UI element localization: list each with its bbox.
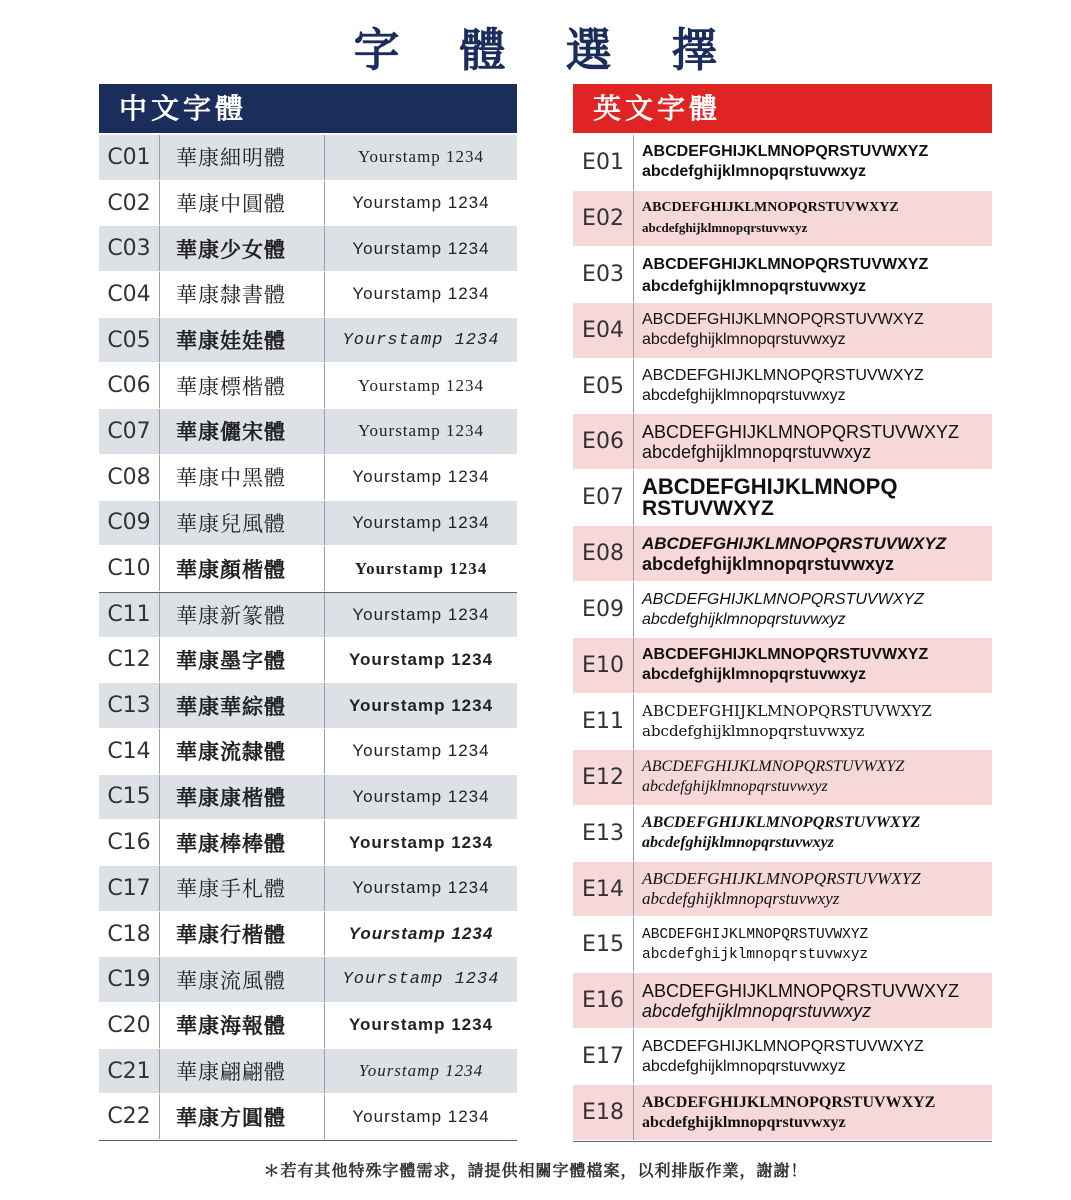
font-name: 華康細明體 <box>160 135 325 180</box>
font-code: E10 <box>573 638 634 693</box>
uppercase-sample: ABCDEFGHIJKLMNOPQRSTUVWXYZ <box>642 590 924 608</box>
font-code: C10 <box>99 546 160 591</box>
font-code: E02 <box>573 191 634 246</box>
table-row[interactable] <box>99 546 517 592</box>
table-row[interactable] <box>573 1029 992 1085</box>
table-row[interactable] <box>573 135 992 191</box>
font-code: E14 <box>573 862 634 917</box>
table-row[interactable] <box>99 683 517 729</box>
table-row[interactable] <box>573 862 992 918</box>
lowercase-sample: abcdefghijklmnopqrstuvwxyz <box>642 553 895 574</box>
font-name: 華康中黑體 <box>160 455 325 500</box>
font-sample: Yourstamp 1234 <box>358 1061 484 1081</box>
font-sample: Yourstamp 1234 <box>352 604 490 624</box>
font-code: C03 <box>99 226 160 271</box>
font-code: E12 <box>573 750 634 805</box>
table-row[interactable] <box>99 501 517 547</box>
lowercase-sample: abcdefghijklmnopqrstuvwxyz <box>642 834 835 852</box>
uppercase-sample: ABCDEFGHIJKLMNOPQRSTUVWXYZ <box>642 869 921 889</box>
table-row[interactable] <box>573 191 992 247</box>
font-code: E17 <box>573 1029 634 1084</box>
table-row[interactable] <box>99 181 517 227</box>
font-code: E06 <box>573 414 634 469</box>
uppercase-sample: ABCDEFGHIJKLMNOPQRSTUVWXYZ <box>642 1037 924 1055</box>
table-row[interactable] <box>99 135 517 181</box>
table-row[interactable] <box>573 414 992 470</box>
table-row[interactable] <box>573 247 992 303</box>
font-sample: Yourstamp 1234 <box>352 1106 490 1126</box>
table-row[interactable] <box>99 1003 517 1049</box>
font-sample: Yourstamp 1234 <box>348 695 494 715</box>
chinese-fonts-table <box>99 135 517 1141</box>
font-code: E11 <box>573 694 634 749</box>
table-row[interactable] <box>99 957 517 1003</box>
font-code: C14 <box>99 729 160 774</box>
lowercase-sample: abcdefghijklmnopqrstuvwxyz <box>642 441 872 462</box>
lowercase-sample: abcdefghijklmnopqrstuvwxyz <box>642 1000 872 1021</box>
table-row[interactable] <box>99 455 517 501</box>
english-fonts-panel <box>573 84 992 1142</box>
lowercase-sample: RSTUVWXYZ <box>642 496 774 520</box>
font-code: C21 <box>99 1049 160 1094</box>
table-row[interactable] <box>99 272 517 318</box>
uppercase-sample: ABCDEFGHIJKLMNOPQRSTUVWXYZ <box>642 533 947 553</box>
table-row[interactable] <box>99 226 517 272</box>
english-fonts-header: 英文字體 <box>573 84 992 133</box>
uppercase-sample: ABCDEFGHIJKLMNOPQRSTUVWXYZ <box>642 980 960 1001</box>
table-row[interactable] <box>99 318 517 364</box>
font-code: C12 <box>99 638 160 683</box>
font-name: 華康隸書體 <box>160 272 325 317</box>
uppercase-sample: ABCDEFGHIJKLMNOPQRSTUVWXYZ <box>642 926 869 943</box>
font-sample: Yourstamp 1234 <box>352 284 490 304</box>
font-code: E04 <box>573 303 634 358</box>
uppercase-sample: ABCDEFGHIJKLMNOPQRSTUVWXYZ <box>642 311 924 329</box>
font-sample: Yourstamp 1234 <box>357 375 485 395</box>
uppercase-sample: ABCDEFGHIJKLMNOPQRSTUVWXYZ <box>642 367 924 384</box>
font-code: C20 <box>99 1003 160 1048</box>
font-code: E18 <box>573 1085 634 1140</box>
table-row[interactable] <box>573 694 992 750</box>
chinese-fonts-header: 中文字體 <box>99 84 517 133</box>
table-row[interactable] <box>573 582 992 638</box>
font-name: 華康中圓體 <box>160 181 325 226</box>
table-row[interactable] <box>99 775 517 821</box>
font-code: C22 <box>99 1094 160 1139</box>
font-code: E01 <box>573 135 634 190</box>
table-row[interactable] <box>573 806 992 862</box>
font-name: 華康娃娃體 <box>160 318 325 363</box>
font-name: 華康手札體 <box>160 866 325 911</box>
font-code: C09 <box>99 501 160 546</box>
table-row[interactable] <box>99 866 517 912</box>
lowercase-sample: abcdefghijklmnopqrstuvwxyz <box>642 722 865 741</box>
table-row[interactable] <box>99 638 517 684</box>
lowercase-sample: abcdefghijklmnopqrstuvwxyz <box>642 163 867 181</box>
font-name: 華康方圓體 <box>160 1094 325 1139</box>
font-sample: Yourstamp 1234 <box>352 741 490 761</box>
font-name: 華康儷宋體 <box>160 409 325 454</box>
table-row[interactable] <box>573 470 992 526</box>
font-name: 華康康楷體 <box>160 775 325 820</box>
page-title: 字 體 選 擇 <box>353 23 740 77</box>
font-sample: Yourstamp 1234 <box>348 832 494 852</box>
font-sample: Yourstamp 1234 <box>357 421 485 441</box>
font-sample: Yourstamp 1234 <box>352 193 490 213</box>
table-row[interactable] <box>99 729 517 775</box>
table-row[interactable] <box>573 526 992 582</box>
font-sample: Yourstamp 1234 <box>357 147 485 167</box>
lowercase-sample: abcdefghijklmnopqrstuvwxyz <box>642 946 869 963</box>
lowercase-sample: abcdefghijklmnopqrstuvwxyz <box>642 889 840 909</box>
font-name: 華康海報體 <box>160 1003 325 1048</box>
table-row[interactable] <box>573 638 992 694</box>
font-code: C07 <box>99 409 160 454</box>
table-row[interactable] <box>99 592 517 638</box>
font-sample: Yourstamp 1234 <box>348 1015 494 1035</box>
font-name: 華康棒棒體 <box>160 820 325 865</box>
lowercase-sample: abcdefghijklmnopqrstuvwxyz <box>642 610 846 628</box>
font-code: C01 <box>99 135 160 180</box>
font-name: 華康墨字體 <box>160 638 325 683</box>
uppercase-sample: ABCDEFGHIJKLMNOPQRSTUVWXYZ <box>642 814 921 832</box>
table-row[interactable] <box>99 820 517 866</box>
english-fonts-table <box>573 135 992 1142</box>
font-code: E13 <box>573 806 634 861</box>
font-code: C06 <box>99 363 160 408</box>
uppercase-sample: ABCDEFGHIJKLMNOPQRSTUVWXYZ <box>642 143 929 161</box>
lowercase-sample: abcdefghijklmnopqrstuvwxyz <box>642 387 846 404</box>
uppercase-sample: ABCDEFGHIJKLMNOPQ <box>642 475 898 499</box>
table-row[interactable] <box>99 1094 517 1140</box>
table-row[interactable] <box>573 359 992 415</box>
font-name: 華康華綜體 <box>160 683 325 728</box>
uppercase-sample: ABCDEFGHIJKLMNOPQRSTUVWXYZ <box>642 421 960 442</box>
table-row[interactable] <box>99 363 517 409</box>
lowercase-sample: abcdefghijklmnopqrstuvwxyz <box>642 1113 846 1131</box>
font-name: 華康顏楷體 <box>160 546 325 591</box>
lowercase-sample: abcdefghijklmnopqrstuvwxyz <box>642 778 828 796</box>
lowercase-sample: abcdefghijklmnopqrstuvwxyz <box>642 220 808 236</box>
font-name: 華康新篆體 <box>160 593 325 637</box>
font-code: C18 <box>99 912 160 957</box>
font-name: 華康行楷體 <box>160 912 325 957</box>
font-sample: Yourstamp 1234 <box>352 512 490 532</box>
font-name: 華康標楷體 <box>160 363 325 408</box>
uppercase-sample: ABCDEFGHIJKLMNOPQRSTUVWXYZ <box>642 1093 936 1111</box>
footnote: ＊若有其他特殊字體需求，請提供相關字體檔案，以利排版作業，謝謝！ <box>263 1161 808 1180</box>
lowercase-sample: abcdefghijklmnopqrstuvwxyz <box>642 331 846 349</box>
font-code: E03 <box>573 247 634 302</box>
font-sample: Yourstamp 1234 <box>348 924 494 944</box>
table-row[interactable] <box>573 973 992 1029</box>
table-row[interactable] <box>573 917 992 973</box>
font-name: 華康流風體 <box>160 957 325 1002</box>
font-name: 華康流隸體 <box>160 729 325 774</box>
uppercase-sample: ABCDEFGHIJKLMNOPQRSTUVWXYZ <box>642 255 929 273</box>
font-sample: Yourstamp 1234 <box>342 330 500 350</box>
font-code: E05 <box>573 359 634 414</box>
font-code: C05 <box>99 318 160 363</box>
font-code: C04 <box>99 272 160 317</box>
font-code: C17 <box>99 866 160 911</box>
font-code: C16 <box>99 820 160 865</box>
uppercase-sample: ABCDEFGHIJKLMNOPQRSTUVWXYZ <box>642 646 929 664</box>
font-code: E09 <box>573 582 634 637</box>
table-row[interactable] <box>99 1049 517 1095</box>
table-row[interactable] <box>99 912 517 958</box>
font-code: C02 <box>99 181 160 226</box>
font-sample: Yourstamp 1234 <box>348 649 494 669</box>
font-code: E15 <box>573 917 634 972</box>
font-sample: Yourstamp 1234 <box>352 878 490 898</box>
uppercase-sample: ABCDEFGHIJKLMNOPQRSTUVWXYZ <box>642 200 899 216</box>
font-code: E16 <box>573 973 634 1028</box>
font-name: 華康少女體 <box>160 226 325 271</box>
font-code: C08 <box>99 455 160 500</box>
font-code: C11 <box>99 593 160 637</box>
uppercase-sample: ABCDEFGHIJKLMNOPQRSTUVWXYZ <box>642 702 932 721</box>
font-sample: Yourstamp 1234 <box>354 558 488 578</box>
font-sample: Yourstamp 1234 <box>352 786 490 806</box>
font-code: C19 <box>99 957 160 1002</box>
font-sample: Yourstamp 1234 <box>352 467 490 487</box>
table-row[interactable] <box>99 409 517 455</box>
font-code: E07 <box>573 470 634 525</box>
font-code: C13 <box>99 683 160 728</box>
font-name: 華康兒風體 <box>160 501 325 546</box>
chinese-fonts-panel <box>99 84 517 1141</box>
font-code: C15 <box>99 775 160 820</box>
uppercase-sample: ABCDEFGHIJKLMNOPQRSTUVWXYZ <box>642 758 905 776</box>
table-row[interactable] <box>573 750 992 806</box>
table-row[interactable] <box>573 1085 992 1141</box>
lowercase-sample: abcdefghijklmnopqrstuvwxyz <box>642 277 867 295</box>
font-sample: Yourstamp 1234 <box>352 238 490 258</box>
table-row[interactable] <box>573 303 992 359</box>
font-code: E08 <box>573 526 634 581</box>
lowercase-sample: abcdefghijklmnopqrstuvwxyz <box>642 666 867 684</box>
font-sample: Yourstamp 1234 <box>342 970 500 990</box>
lowercase-sample: abcdefghijklmnopqrstuvwxyz <box>642 1057 846 1075</box>
font-name: 華康翩翩體 <box>160 1049 325 1094</box>
